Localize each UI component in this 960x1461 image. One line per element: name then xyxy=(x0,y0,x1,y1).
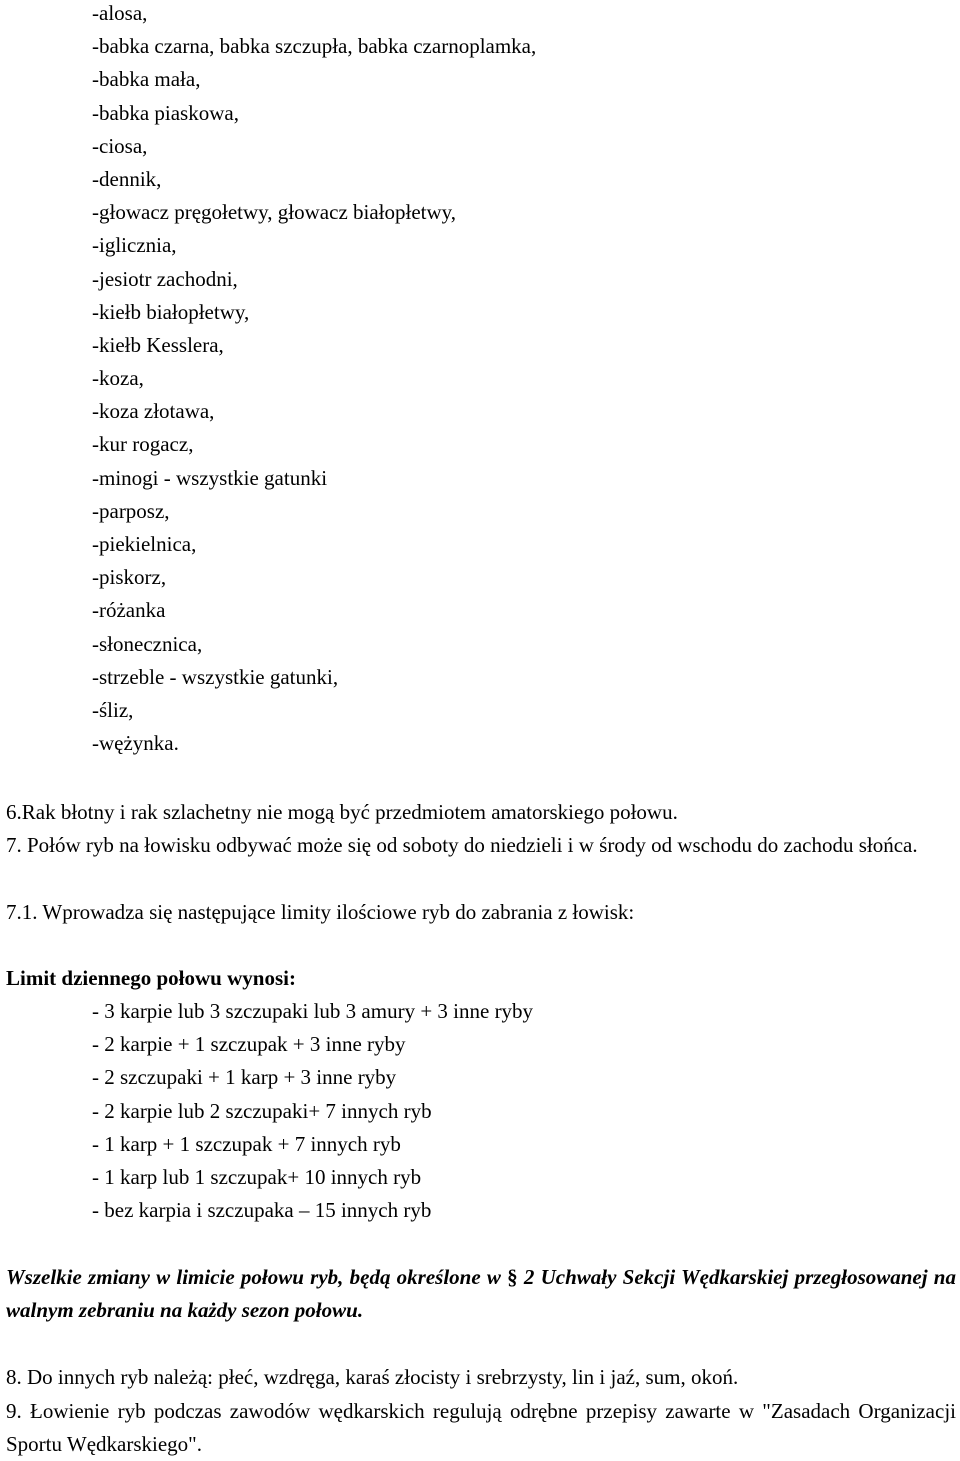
protected-fish-list xyxy=(92,0,536,763)
list-item: - 2 karpie + 1 szczupak + 3 inne ryby xyxy=(92,1032,406,1057)
list-item: -jesiotr zachodni, xyxy=(92,266,238,291)
list-item: -parposz, xyxy=(92,498,170,523)
list-item: -słonecznica, xyxy=(92,631,203,656)
list-item: -iglicznia, xyxy=(92,233,177,258)
list-item: - 3 karpie lub 3 szczupaki lub 3 amury + 3 inne ryby xyxy=(92,999,534,1023)
list-item: -alosa, xyxy=(92,1,148,25)
limits-heading: Limit dziennego połowu wynosi: xyxy=(6,966,296,990)
paragraph-competitions: 9. Łowienie ryb podczas zawodów wędkarskich regulują odrębne przepisy zawarte w "Zasadach Organizacji Sportu Wędkarskiego". xyxy=(6,1399,956,1456)
list-item: - 2 karpie lub 2 szczupaki+ 7 innych ryb xyxy=(92,1098,432,1123)
list-item: -babka czarna, babka szczupła, babka czarnoplamka, xyxy=(92,34,537,59)
list-item: - 1 karp lub 1 szczupak+ 10 innych ryb xyxy=(92,1164,422,1189)
paragraph-crayfish: 6.Rak błotny i rak szlachetny nie mogą być przedmiotem amatorskiego połowu. xyxy=(6,800,678,824)
paragraph-other-fish: 8. Do innych ryb należą: płeć, wzdręga, karaś złocisty i srebrzysty, lin i jaź, sum, okoń. xyxy=(6,1365,739,1389)
changes-note-end: 2 Uchwały Sekcji Wędkarskiej przegłosowanej na walnym zebraniu na każdy sezon połowu. xyxy=(6,1265,956,1322)
list-item: - 1 karp + 1 szczupak + 7 innych ryb xyxy=(92,1131,401,1156)
paragraph-fishing-days: 7. Połów ryb na łowisku odbywać może się od soboty do niedzieli i w środy od wschodu do zachodu słońca. xyxy=(6,833,918,857)
daily-limits-list xyxy=(92,995,533,1227)
list-item: -śliz, xyxy=(92,697,134,722)
list-item: -piekielnica, xyxy=(92,532,197,556)
list-item: -babka piaskowa, xyxy=(92,100,239,125)
list-item: - 2 szczupaki + 1 karp + 3 inne ryby xyxy=(92,1065,397,1090)
section-sign: § xyxy=(507,1265,518,1289)
paragraph-limits-intro: 7.1. Wprowadza się następujące limity ilościowe ryb do zabrania z łowisk: xyxy=(6,900,635,924)
list-item: -koza złotawa, xyxy=(92,399,215,424)
list-item: -głowacz pręgołetwy, głowacz białopłetwy, xyxy=(92,200,457,225)
list-item: -kur rogacz, xyxy=(92,432,194,457)
list-item: -koza, xyxy=(92,366,144,391)
list-item: -strzeble - wszystkie gatunki, xyxy=(92,664,339,689)
list-item: -różanka xyxy=(92,598,166,623)
list-item: -babka mała, xyxy=(92,67,201,92)
list-item: -kiełb białopłetwy, xyxy=(92,299,250,324)
changes-note-start: Wszelkie zmiany w limicie połowu ryb, będą określone w xyxy=(6,1265,508,1289)
changes-note xyxy=(6,1261,956,1327)
list-item: -ciosa, xyxy=(92,133,148,158)
list-item: -dennik, xyxy=(92,166,162,191)
list-item: -minogi - wszystkie gatunki xyxy=(92,465,328,490)
list-item: -wężynka. xyxy=(92,731,179,756)
list-item: - bez karpia i szczupaka – 15 innych ryb xyxy=(92,1198,432,1223)
list-item: -piskorz, xyxy=(92,565,167,590)
list-item: -kiełb Kesslera, xyxy=(92,332,224,357)
